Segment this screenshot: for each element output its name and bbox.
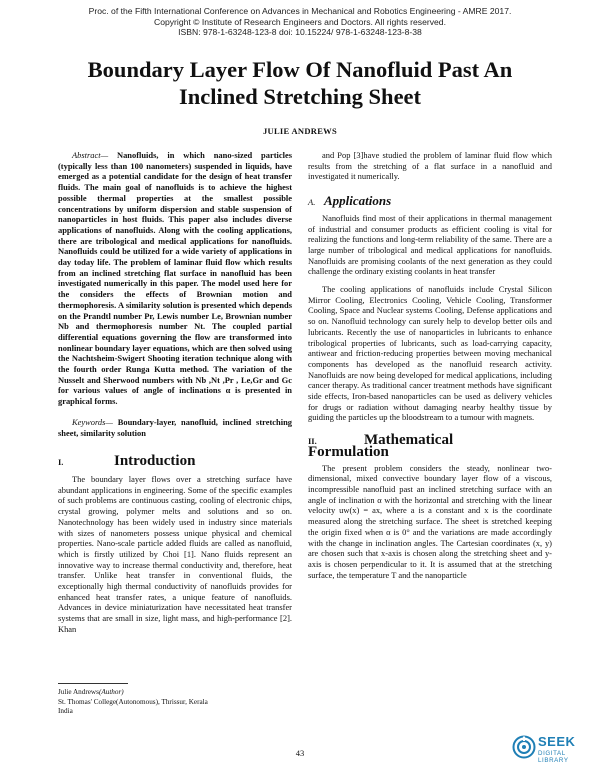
seek-digital-library-logo [512, 734, 592, 768]
author-footnote [58, 688, 292, 717]
section-title: Introduction [114, 453, 196, 470]
subsection-title: Applications [324, 193, 392, 209]
paper-title [40, 56, 560, 110]
applications-paragraph-1: Nanofluids find most of their applications in thermal management of industrial and consumer products as efficient cooling is vital for realizing the functions and long-term reliability of the same. There are a large number of tribological and medical applications for nanofluids. Nanofluids are promising coolants of the next generation as they could challenge the ordinary existing coolants in heat transfer [308, 212, 552, 277]
continued-paragraph: and Pop [3]have studied the problem of laminar fluid flow which results from the stretching of a flat surface in a nanofluid and investigated it numerically. [308, 150, 552, 182]
footnote-name: Julie Andrews [58, 688, 99, 696]
left-column [58, 150, 292, 635]
header-line-3: ISBN: 978-1-63248-123-8 doi: 10.15224/ 978-1-63248-123-8-38 [178, 27, 422, 37]
logo-subtitle: DIGITAL LIBRARY [538, 750, 569, 764]
abstract [58, 150, 292, 407]
page-number: 43 [295, 748, 305, 758]
keywords-text: Boundary-layer, nanofluid, inclined stretching sheet, similarity solution [58, 416, 292, 438]
subsection-applications-heading [308, 193, 552, 209]
section-math-heading [308, 432, 552, 460]
section-number: II. [308, 436, 317, 447]
footnote-author-line [58, 688, 292, 698]
conference-header [0, 6, 600, 38]
footnote-affiliation: St. Thomas' College(Autonomous), Thrissur, Kerala [58, 697, 208, 706]
header-line-1: Proc. of the Fifth International Conference on Advances in Mechanical and Robotics Engineering - AMRE 2017. [88, 6, 512, 16]
title-line-2: Inclined Stretching Sheet [178, 84, 422, 109]
abstract-label: Abstract— [72, 150, 109, 160]
logo-name: SEEK [538, 734, 576, 749]
section-number: I. [58, 457, 64, 468]
seek-logo-icon [512, 735, 536, 759]
keywords-label: Keywords— [72, 416, 113, 427]
header-line-2: Copyright © Institute of Research Engineers and Doctors. All rights reserved. [154, 16, 446, 27]
right-column [308, 150, 552, 580]
math-paragraph: The present problem considers the steady, nonlinear two-dimensional, mixed convective boundary layer flow of a viscous, incompressible nanofluid past an inclined stretching surface with an angle of inclination α with the horizontal and stretching with the linear velocity uw(x) = ax, where a is a constant and x is the coordinate measured along the stretching surface. The sheet is stretched keeping the origin fixed when α is 0° and the variations are made accordingly with the change in inclination angles. The Cartesian coordinates (x, y) are chosen such that x-axis is chosen along the stretching sheet and y-axis is chosen perpendicular to it. It is assumed that at the stretching surface, the temperature T and the nanoparticle [308, 462, 552, 580]
section-title-line-1: Mathematical [364, 432, 454, 449]
footnote-country: India [58, 707, 73, 716]
abstract-text: Nanofluids, in which nano-sized particles (typically less than 100 nanometers) suspended in liquids, have emerged as a potential candidate for the design of heat transfer fluids. The main goal of nanofluids is to achieve the highest possible thermal properties at the smallest possible concentrations by uniform dispersion and stable suspension of nanoparticles in host fluids. This paper also includes diverse applications of nanofluids. Along with the cooling applications, there are tribological and medical applications for nanofluids. Nanofluids could be utilized for a wide variety of applications in day today life. The problem of laminar fluid flow which results from an inclined stretching flat surface in nanofluid has been investigated numerically in this paper. The model used here for the considers the effects of Brownian motion and thermophoresis. A similarity solution is presented which depends on the Prandtl number Pr, Lewis number Le, Brownian number Nb and thermophoresis number Nt. The coupled partial differential equations governing the flow are transformed into nonlinear boundary layer equations, which are then solved using the Nachtsheim-Swigert Shooting iteration technique along with the fourth order Runga Kutta method. The variation of the Nusselt and Sherwood numbers with Nb ,Nt ,Pr , Le,Gr and Gc for various values of angle of inclinations α is presented in graphical forms. [58, 150, 292, 407]
title-line-1: Boundary Layer Flow Of Nanofluid Past An [87, 57, 513, 82]
applications-paragraph-2: The cooling applications of nanofluids include Crystal Silicon Mirror Cooling, Electronics Cooling, Vehicle Cooling, Transformer Cooling, Space and Nuclear systems Cooling, Defense applications and so on. Nanofluid technology can surely help to develop better oils and lubricants. Recently the use of nanoparticles in lubricants to enhance tribological properties of lubricants, such as load-carrying capacity, antiwear and friction-reducing properties between moving mechanical components has developed as the nanofluid research activity. Nanofluids are now being developed for medical applications, including cancer therapy. As traditional cancer treatment methods have significant side effects, Iron-based nanoparticles can be used as delivery vehicles for drugs or radiation without damaging nearby healthy tissue by guiding the particles up the bloodstream to a tumour with magnets. [308, 284, 552, 423]
author-name: JULIE ANDREWS [262, 126, 338, 136]
footnote-rule [58, 683, 128, 684]
section-introduction-heading [58, 453, 292, 470]
section-title-line-2: Formulation [308, 443, 389, 460]
subsection-number: A. [308, 197, 316, 208]
intro-paragraph: The boundary layer flows over a stretching surface have abundant applications in engineering. Some of the specific examples of such problems are continuous casting, cooling of electronic chips, crystal growing, polymer melts and solutions and so on. Nanotechnology has been widely used in industry since materials with sizes of nanometers possess unique physical and chemical properties. Nano-scale particle added fluids are called as nanofluid, which is firstly utilized by Choi [1]. Nano fluids represent an innovative way to increase thermal conductivity and, therefore, heat transfer. Unlike heat transfer in conventional fluids, the exceptionally high thermal conductivity of nanofluids provides for enhanced heat transfer rates, a unique feature of nanofluids. Advances in device miniaturization have necessitated heat transfer systems that are small in size, light mass, and high-performance [2]. Khan [58, 473, 292, 634]
keywords [58, 417, 292, 438]
footnote-role: (Author) [98, 688, 124, 696]
